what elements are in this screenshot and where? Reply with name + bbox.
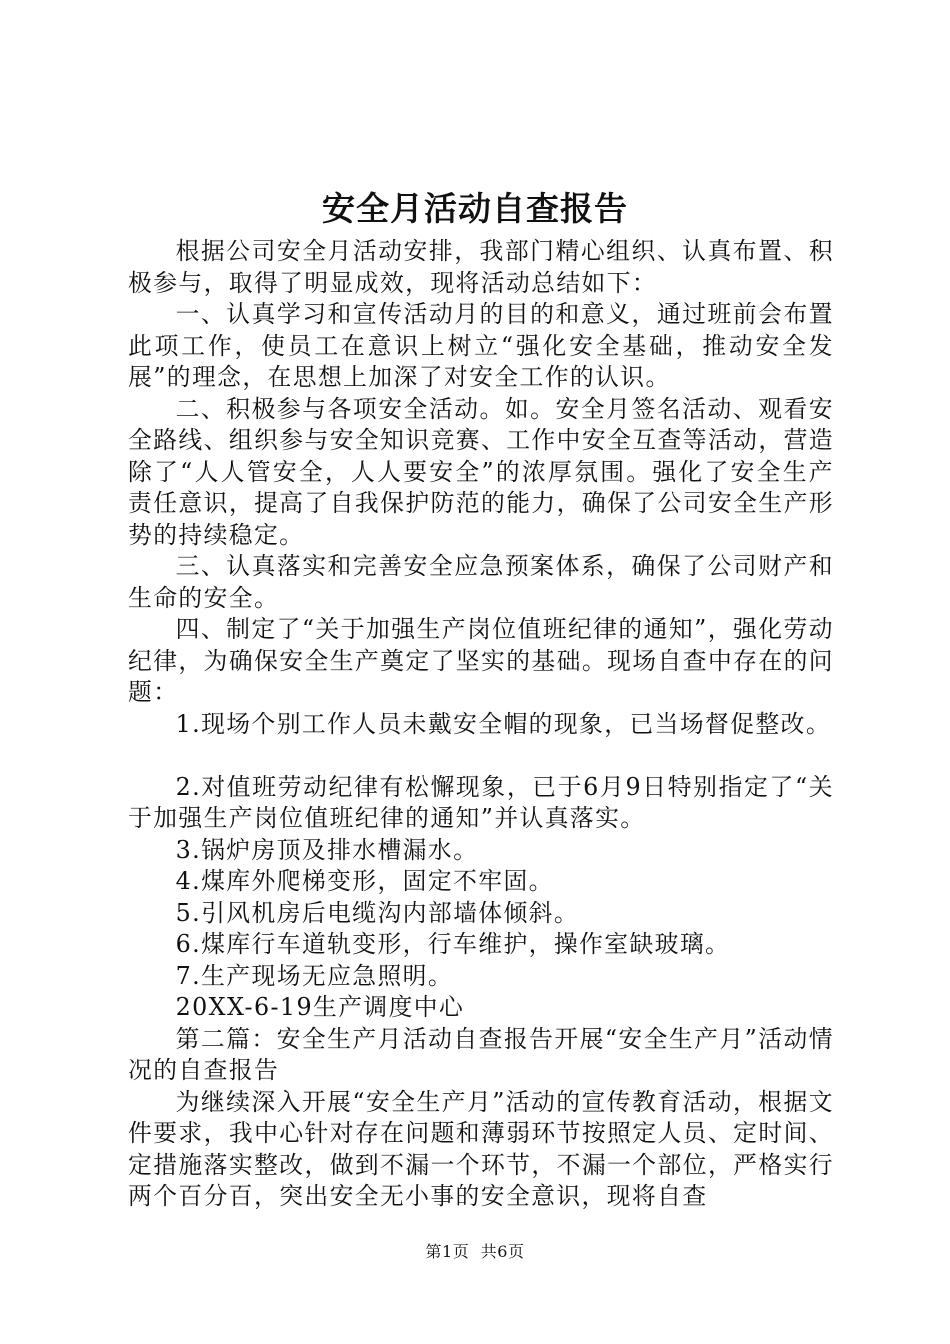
page-footer bbox=[0, 1240, 950, 1264]
paragraph-section-1: 一、认真学习和宣传活动月的目的和意义，通过班前会布置此项工作，使员工在意识上树立“强化安全基础，推动安全发展”的理念，在思想上加深了对安全工作的认识。 bbox=[128, 300, 834, 391]
paragraph-intro: 根据公司安全月活动安排，我部门精心组织、认真布置、积极参与，取得了明显成效，现将活动总结如下： bbox=[128, 237, 834, 297]
issue-item-6: 6.煤库行车道轨变形，行车维护，操作室缺玻璃。 bbox=[175, 930, 731, 958]
document-body bbox=[128, 236, 834, 1213]
second-article-heading: 第二篇：安全生产月活动自查报告开展“安全生产月”活动情况的自查报告 bbox=[128, 1024, 834, 1084]
issue-item-4: 4.煤库外爬梯变形，固定不牢固。 bbox=[175, 867, 554, 895]
second-article-paragraph: 为继续深入开展“安全生产月”活动的宣传教育活动，根据文件要求，我中心针对存在问题和薄弱环节按照定人员、定时间、定措施落实整改，做到不漏一个环节，不漏一个部位，严格实行两个百分百，突出安全无小事的安全意识，现将自查 bbox=[128, 1087, 834, 1210]
paragraph-section-3: 三、认真落实和完善安全应急预案体系，确保了公司财产和生命的安全。 bbox=[128, 552, 834, 612]
document-title: 安全月活动自查报告 bbox=[322, 189, 628, 228]
issue-item-1: 1.现场个别工作人员未戴安全帽的现象，已当场督促整改。 bbox=[175, 709, 832, 738]
issue-item-2: 2.对值班劳动纪律有松懈现象，已于6月9日特别指定了“关于加强生产岗位值班纪律的通知”并认真落实。 bbox=[128, 772, 834, 832]
date-signature: 20XX-6-19生产调度中心 bbox=[175, 993, 465, 1021]
paragraph-section-2: 二、积极参与各项安全活动。如。安全月签名活动、观看安全路线、组织参与安全知识竞赛、工作中安全互查等活动，营造除了“人人管安全，人人要安全”的浓厚氛围。强化了安全生产责任意识，提高了自我保护防范的能力，确保了公司安全生产形势的持续稳定。 bbox=[128, 394, 834, 549]
paragraph-section-4: 四、制定了“关于加强生产岗位值班纪律的通知”，强化劳动纪律，为确保安全生产奠定了坚实的基础。现场自查中存在的问题： bbox=[128, 615, 834, 706]
issue-item-3: 3.锅炉房顶及排水槽漏水。 bbox=[175, 835, 479, 864]
page-number: 第1页 bbox=[425, 1242, 470, 1261]
issue-item-5: 5.引风机房后电缆沟内部墙体倾斜。 bbox=[175, 898, 580, 927]
page-total: 共6页 bbox=[480, 1242, 525, 1261]
issue-item-7: 7.生产现场无应急照明。 bbox=[175, 961, 454, 990]
